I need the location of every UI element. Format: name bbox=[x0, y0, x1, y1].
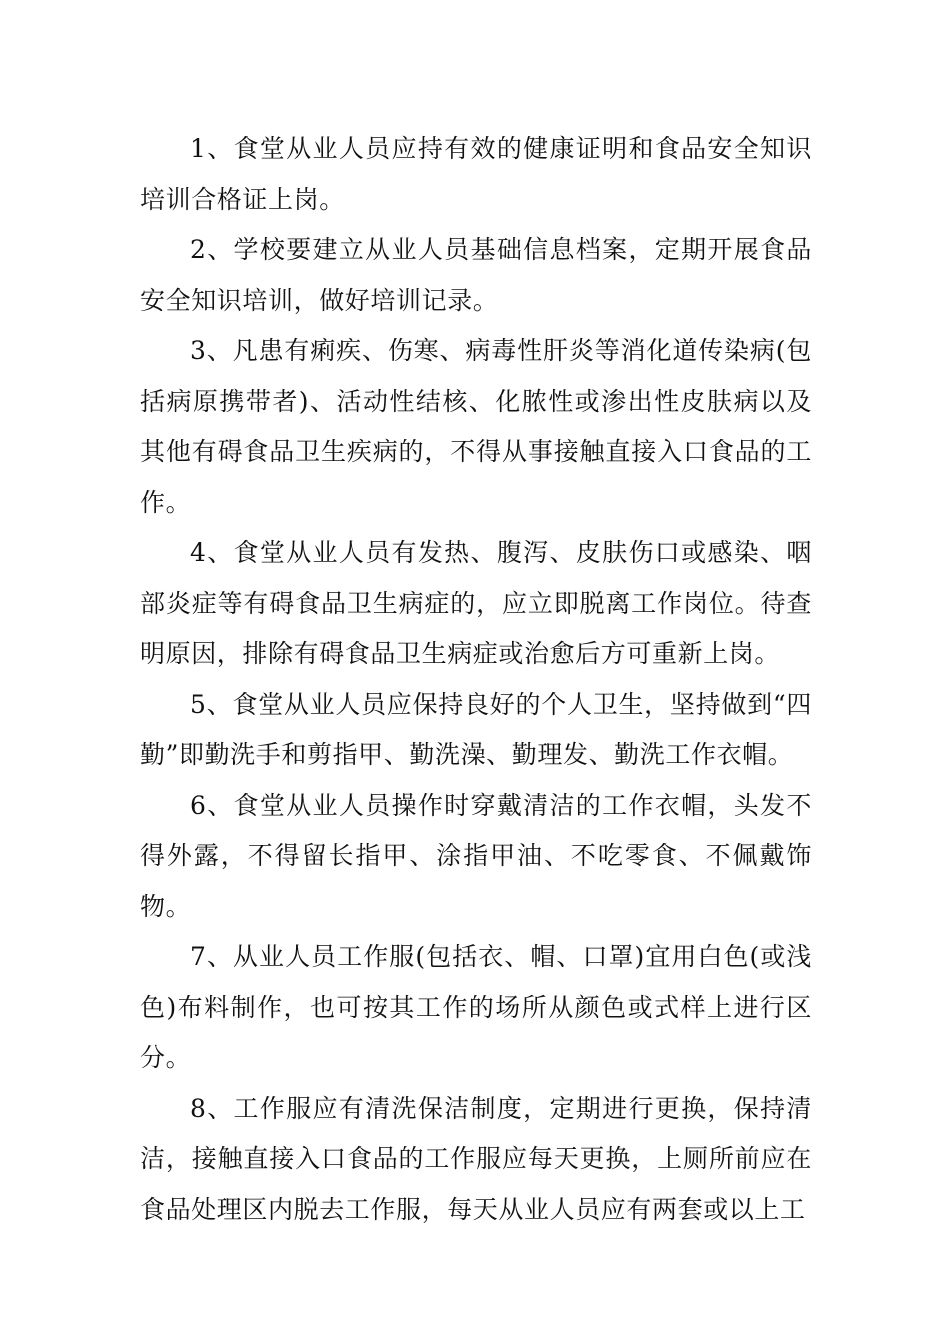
paragraph-1: 1、食堂从业人员应持有效的健康证明和食品安全知识培训合格证上岗。 bbox=[140, 134, 812, 214]
paragraph-3: 3、凡患有痢疾、伤寒、病毒性肝炎等消化道传染病(包括病原携带者)、活动性结核、化脓性或渗出性皮肤病以及其他有碍食品卫生疾病的，不得从事接触直接入口食品的工作。 bbox=[140, 336, 812, 517]
paragraph-5: 5、食堂从业人员应保持良好的个人卫生，坚持做到“四勤”即勤洗手和剪指甲、勤洗澡、勤理发、勤洗工作衣帽。 bbox=[140, 689, 812, 769]
paragraph-2: 2、学校要建立从业人员基础信息档案，定期开展食品安全知识培训，做好培训记录。 bbox=[140, 235, 812, 315]
paragraph-8: 8、工作服应有清洗保洁制度，定期进行更换，保持清洁，接触直接入口食品的工作服应每天更换，上厕所前应在食品处理区内脱去工作服，每天从业人员应有两套或以上工 bbox=[140, 1093, 812, 1224]
paragraph-6: 6、食堂从业人员操作时穿戴清洁的工作衣帽，头发不得外露，不得留长指甲、涂指甲油、不吃零食、不佩戴饰物。 bbox=[140, 790, 812, 921]
paragraph-4: 4、食堂从业人员有发热、腹泻、皮肤伤口或感染、咽部炎症等有碍食品卫生病症的，应立即脱离工作岗位。待查明原因，排除有碍食品卫生病症或治愈后方可重新上岗。 bbox=[140, 538, 812, 668]
document-body bbox=[140, 124, 812, 1235]
paragraph-7: 7、从业人员工作服(包括衣、帽、口罩)宜用白色(或浅色)布料制作，也可按其工作的场所从颜色或式样上进行区分。 bbox=[140, 942, 812, 1072]
